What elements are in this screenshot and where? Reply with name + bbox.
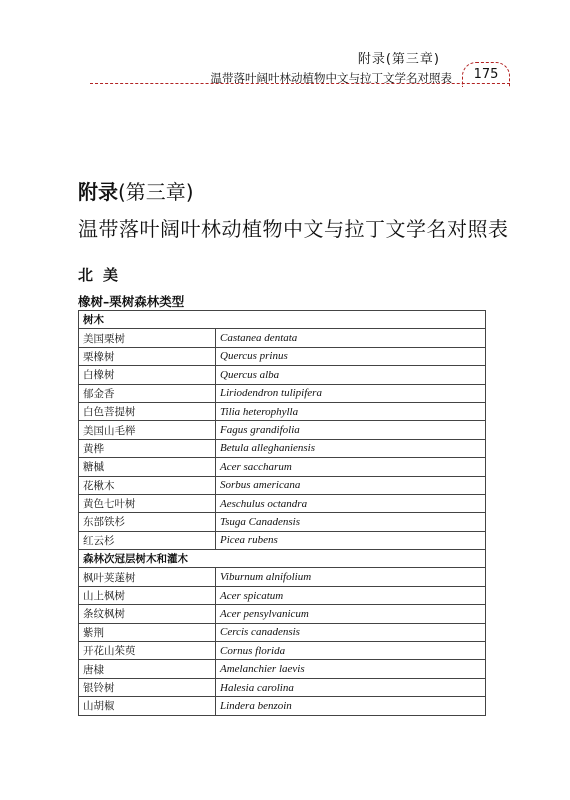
- latin-name: Tilia heterophylla: [216, 402, 486, 420]
- chinese-name: 东部铁杉: [79, 513, 216, 531]
- page-number: 175: [462, 62, 510, 87]
- section-header-row: [79, 550, 486, 568]
- table-row: [79, 697, 486, 715]
- latin-name: Tsuga Canadensis: [216, 513, 486, 531]
- chapter-label-paren: (第三章): [118, 180, 194, 204]
- table-row: [79, 458, 486, 476]
- table-row: [79, 531, 486, 549]
- chinese-name: 条纹枫树: [79, 605, 216, 623]
- chapter-label-text: 附录: [78, 180, 118, 204]
- running-head-chapter: 附录(第三章): [357, 52, 440, 67]
- chinese-name: 唐棣: [79, 660, 216, 678]
- table-row: [79, 476, 486, 494]
- latin-name: Quercus alba: [216, 366, 486, 384]
- latin-name: Halesia carolina: [216, 678, 486, 696]
- latin-name: Viburnum alnifolium: [216, 568, 486, 586]
- table-row: [79, 421, 486, 439]
- table-row: [79, 605, 486, 623]
- latin-name: Liriodendron tulipifera: [216, 384, 486, 402]
- chinese-name: 白色菩提树: [79, 402, 216, 420]
- species-table: [78, 310, 486, 716]
- table-row: [79, 568, 486, 586]
- section-header-row: [79, 311, 486, 329]
- chinese-name: 银铃树: [79, 678, 216, 696]
- latin-name: Lindera benzoin: [216, 697, 486, 715]
- chinese-name: 花楸木: [79, 476, 216, 494]
- region-heading: 北美: [78, 266, 129, 284]
- table-row: [79, 623, 486, 641]
- latin-name: Castanea dentata: [216, 329, 486, 347]
- page-title: 温带落叶阔叶林动植物中文与拉丁文学名对照表: [78, 217, 509, 241]
- latin-name: Cornus florida: [216, 642, 486, 660]
- chinese-name: 黄桦: [79, 439, 216, 457]
- chinese-name: 枫叶荚蒾树: [79, 568, 216, 586]
- chinese-name: 郁金香: [79, 384, 216, 402]
- chapter-label: [78, 176, 509, 205]
- table-row: [79, 494, 486, 512]
- running-head-title: 温带落叶阔叶林动植物中文与拉丁文学名对照表: [210, 71, 452, 85]
- latin-name: Amelanchier laevis: [216, 660, 486, 678]
- chinese-name: 白橡树: [79, 366, 216, 384]
- table-row: [79, 586, 486, 604]
- chinese-name: 美国山毛榉: [79, 421, 216, 439]
- chinese-name: 美国栗树: [79, 329, 216, 347]
- latin-name: Picea rubens: [216, 531, 486, 549]
- latin-name: Betula alleghaniensis: [216, 439, 486, 457]
- latin-name: Quercus prinus: [216, 347, 486, 365]
- table-row: [79, 366, 486, 384]
- latin-name: Sorbus americana: [216, 476, 486, 494]
- latin-name: Acer pensylvanicum: [216, 605, 486, 623]
- chinese-name: 红云杉: [79, 531, 216, 549]
- chinese-name: 栗橡树: [79, 347, 216, 365]
- chinese-name: 糖槭: [79, 458, 216, 476]
- section-header: 森林次冠层树木和灌木: [79, 550, 486, 568]
- chinese-name: 山胡椒: [79, 697, 216, 715]
- latin-name: Cercis canadensis: [216, 623, 486, 641]
- table-row: [79, 384, 486, 402]
- latin-name: Aeschulus octandra: [216, 494, 486, 512]
- latin-name: Acer spicatum: [216, 586, 486, 604]
- table-row: [79, 439, 486, 457]
- table-row: [79, 513, 486, 531]
- species-table-body: [79, 311, 486, 716]
- chinese-name: 黄色七叶树: [79, 494, 216, 512]
- table-row: [79, 642, 486, 660]
- chinese-name: 开花山茱萸: [79, 642, 216, 660]
- table-row: [79, 329, 486, 347]
- table-row: [79, 347, 486, 365]
- table-row: [79, 660, 486, 678]
- chapter-heading: [78, 176, 509, 242]
- latin-name: Fagus grandifolia: [216, 421, 486, 439]
- chinese-name: 紫荆: [79, 623, 216, 641]
- running-head-rule: [90, 83, 510, 84]
- forest-type-heading: 橡树–栗树森林类型: [78, 294, 185, 309]
- table-row: [79, 678, 486, 696]
- chinese-name: 山上枫树: [79, 586, 216, 604]
- table-row: [79, 402, 486, 420]
- section-header: 树木: [79, 311, 486, 329]
- latin-name: Acer saccharum: [216, 458, 486, 476]
